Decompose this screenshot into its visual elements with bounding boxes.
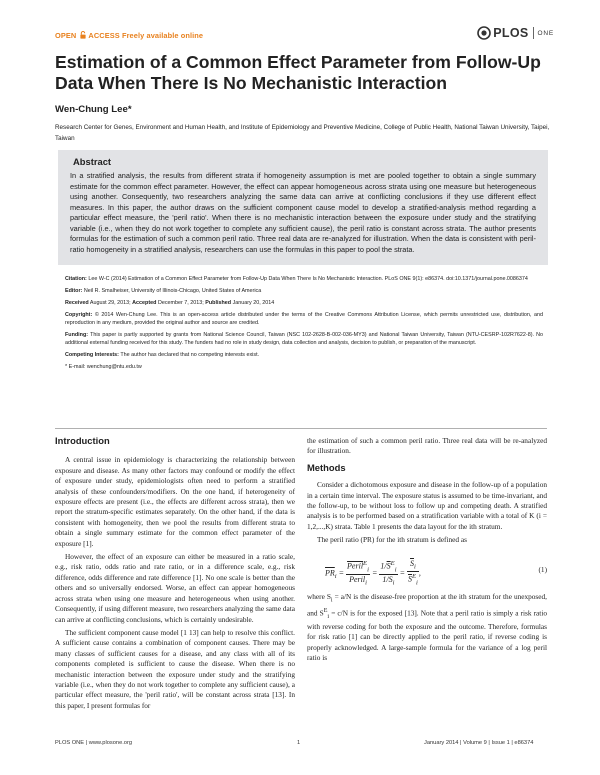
peril-ratio-formula: $\overline{PR}_i$ = $\frac{Peril^E_i}{Peril_i}$ = $\frac{1/\overline{S}^E_i}{1/\overline{S}_i}$ = $\frac{\overline{S}_i}{\overline{S}^E_i}$ , [325, 558, 421, 587]
open-lock-icon [80, 31, 86, 39]
page-number: 1 [297, 740, 301, 746]
equation-number: (1) [538, 564, 547, 574]
equation-1 [307, 550, 547, 590]
open-label: OPEN [55, 31, 77, 40]
article-title: Estimation of a Common Effect Parameter from Follow-Up Data When There Is No Mechanistic Interaction [55, 52, 541, 93]
author-affiliation: Research Center for Genes, Environment and Human Health, and Institute of Epidemiology and Preventive Medicine, College of Public Health, National Taiwan University, Taipei, Taiwan [55, 124, 550, 142]
article-metadata [65, 276, 543, 375]
access-label: ACCESS [88, 31, 120, 40]
methods-paragraph-1: Consider a dichotomous exposure and disease in the follow-up of a population in a certain time interval. The exposure status is assumed to be time-invariant, and the follow-up, to be without loss to follow up and competing death. A stratified analysis is to be performed based on a stratification variable with a total of K (i = 1,2,...,K) strata. Table 1 presents the data layout for the ith stratum. [307, 480, 547, 531]
email[interactable]: * E-mail: wenchung@ntu.edu.tw [65, 363, 142, 370]
fraction-inverse: $\frac{1/\overline{S}^E_i}{1/\overline{S}_i}$ [380, 559, 397, 587]
open-access-banner [55, 31, 203, 40]
introduction-heading: Introduction [55, 435, 110, 446]
journal-name: PLOS [493, 26, 529, 40]
editor: Editor: Neil R. Smalheiser, University of Illinois-Chicago, United States of America [65, 287, 262, 294]
plos-logo-icon [477, 26, 491, 40]
abstract-text: In a stratified analysis, the results from different strata if homogeneity assumption is met are pooled together to obtain a single summary estimate for the common effect parameter. However, the effect can appear homogeneous across strata using one measure but heterogeneous using another. Consequently, two researchers analyzing the same data can arrive at conflicting conclusions if they use different effect measures. In this paper, the author draws on the sufficient component cause model to develop a stratified-analysis method regarding a particular effect measure, the 'peril ratio'. When there is no mechanistic interaction between the exposure under study and the stratifying variable (i.e., when they do not work together to complete any sufficient cause), the peril ratio is constant across strata. The author presents formulas for the estimation of such a common peril ratio. Three real data are re-analyzed for illustration. When the data is consistent with peril-ratio homogeneity in a stratified analysis, researchers can use the formulas in this paper to pool the strata. [70, 171, 536, 254]
fraction-peril: $\frac{Peril^E_i}{Peril_i}$ [347, 559, 369, 587]
citation: Citation: Lee W-C (2014) Estimation of a Common Effect Parameter from Follow-Up Data When There Is No Mechanistic Interaction. PLoS ONE 9(1): e86374. doi:10.1371/journal.pone.0086374 [65, 276, 528, 282]
funding: Funding: This paper is partly supported by grants from National Science Council, Taiwan (NSC 102-2628-B-002-036-MY3) and National Taiwan University, Taiwan (NTU-CESRP-102R7622-8). No additional external funding received for this study. The funders had no role in study design, data collection and analysis, decision to publish, or preparation of the manuscript. [65, 331, 543, 346]
intro-paragraph-3-continued: the estimation of such a common peril ratio. Three real data will be re-analyzed for illustration. [307, 436, 547, 456]
fraction-survival: $\frac{\overline{S}_i}{\overline{S}^E_i}$ [407, 558, 418, 587]
intro-paragraph-2: However, the effect of an exposure can either be measured in a ratio scale, e.g., risk ratio, odds ratio and rate ratio, or in a difference scale, e.g., risk difference, odds difference and rate difference [1]. No one scale is better than the others and so universally endorsed. Worse, an effect can appear homogeneous across strata when using one measure and heterogeneous when using another. Consequently, if using different measure, two researchers analyzing the same data can arrive at conflicting conclusions, which is certainly undesirable. [55, 552, 295, 624]
copyright: Copyright: © 2014 Wen-Chung Lee. This is an open-access article distributed under the terms of the Creative Commons Attribution License, which permits unrestricted use, distribution, and reproduction in any medium, provided the original author and source are credited. [65, 311, 543, 326]
author-name: Wen-Chung Lee* [55, 104, 132, 115]
abstract-heading: Abstract [73, 156, 112, 167]
footer-journal: PLOS ONE | www.plosone.org [55, 740, 133, 746]
journal-sub: ONE [537, 29, 554, 37]
footer-issue: January 2014 | Volume 9 | Issue 1 | e86374 [424, 740, 534, 746]
intro-paragraph-3: The sufficient component cause model [1 13] can help to resolve this conflict. A sufficient cause contains a combination of component causes. There may be many classes of sufficient causes for a disease, and any class with all of its components completed is sufficient to cause the disease. When there is no mechanistic interaction between the exposure under study and the stratifying variable (i.e., when they do not work together to complete any sufficient cause), a particular effect measure, the 'peril ratio', will be constant across strata [13]. In this paper, I present formulas for [55, 627, 295, 710]
left-column [55, 436, 295, 714]
dates: Received August 29, 2013; Accepted December 7, 2013; Published January 20, 2014 [65, 299, 275, 306]
logo-divider [533, 27, 534, 39]
methods-heading: Methods [307, 461, 346, 473]
free-online-label: Freely available online [121, 31, 204, 40]
methods-paragraph-3: where $S_i = a/N$ is the disease-free proportion at the ith stratum for the unexposed, and $S^E_i = c/N$ is for the exposed [13]. Note that a peril ratio is simply a risk ratio with reverse coding for both the exposure and the outcome. Therefore, formulas for risk ratio [1] can be directly applied to the peril ratio, if reverse coding is properly acknowledged. A large-sample formula for the variance of a log peril ratio is [307, 591, 548, 663]
competing-interests: Competing Interests: The author has declared that no competing interests exist. [65, 351, 260, 358]
right-column [307, 436, 547, 666]
section-divider [55, 428, 547, 429]
methods-paragraph-2: The peril ratio (PR) for the ith stratum is defined as [317, 535, 467, 545]
plos-one-logo [477, 25, 554, 41]
intro-paragraph-1: A central issue in epidemiology is characterizing the relationship between exposure and disease. As many other factors may confound or modify the effect of exposure under study, epidemiologists often need to perform a stratified analysis of these confounders/modifiers. On the one hand, if heterogeneity of exposure effects are present (i.e., the effects are different across strata), then we report the stratum-specific estimates separately. On the other hand, if the data is consistent with homogeneity, then we pool the results from different strata to obtain a single summary estimate for the common effect parameter of the exposure [1]. [55, 455, 295, 548]
